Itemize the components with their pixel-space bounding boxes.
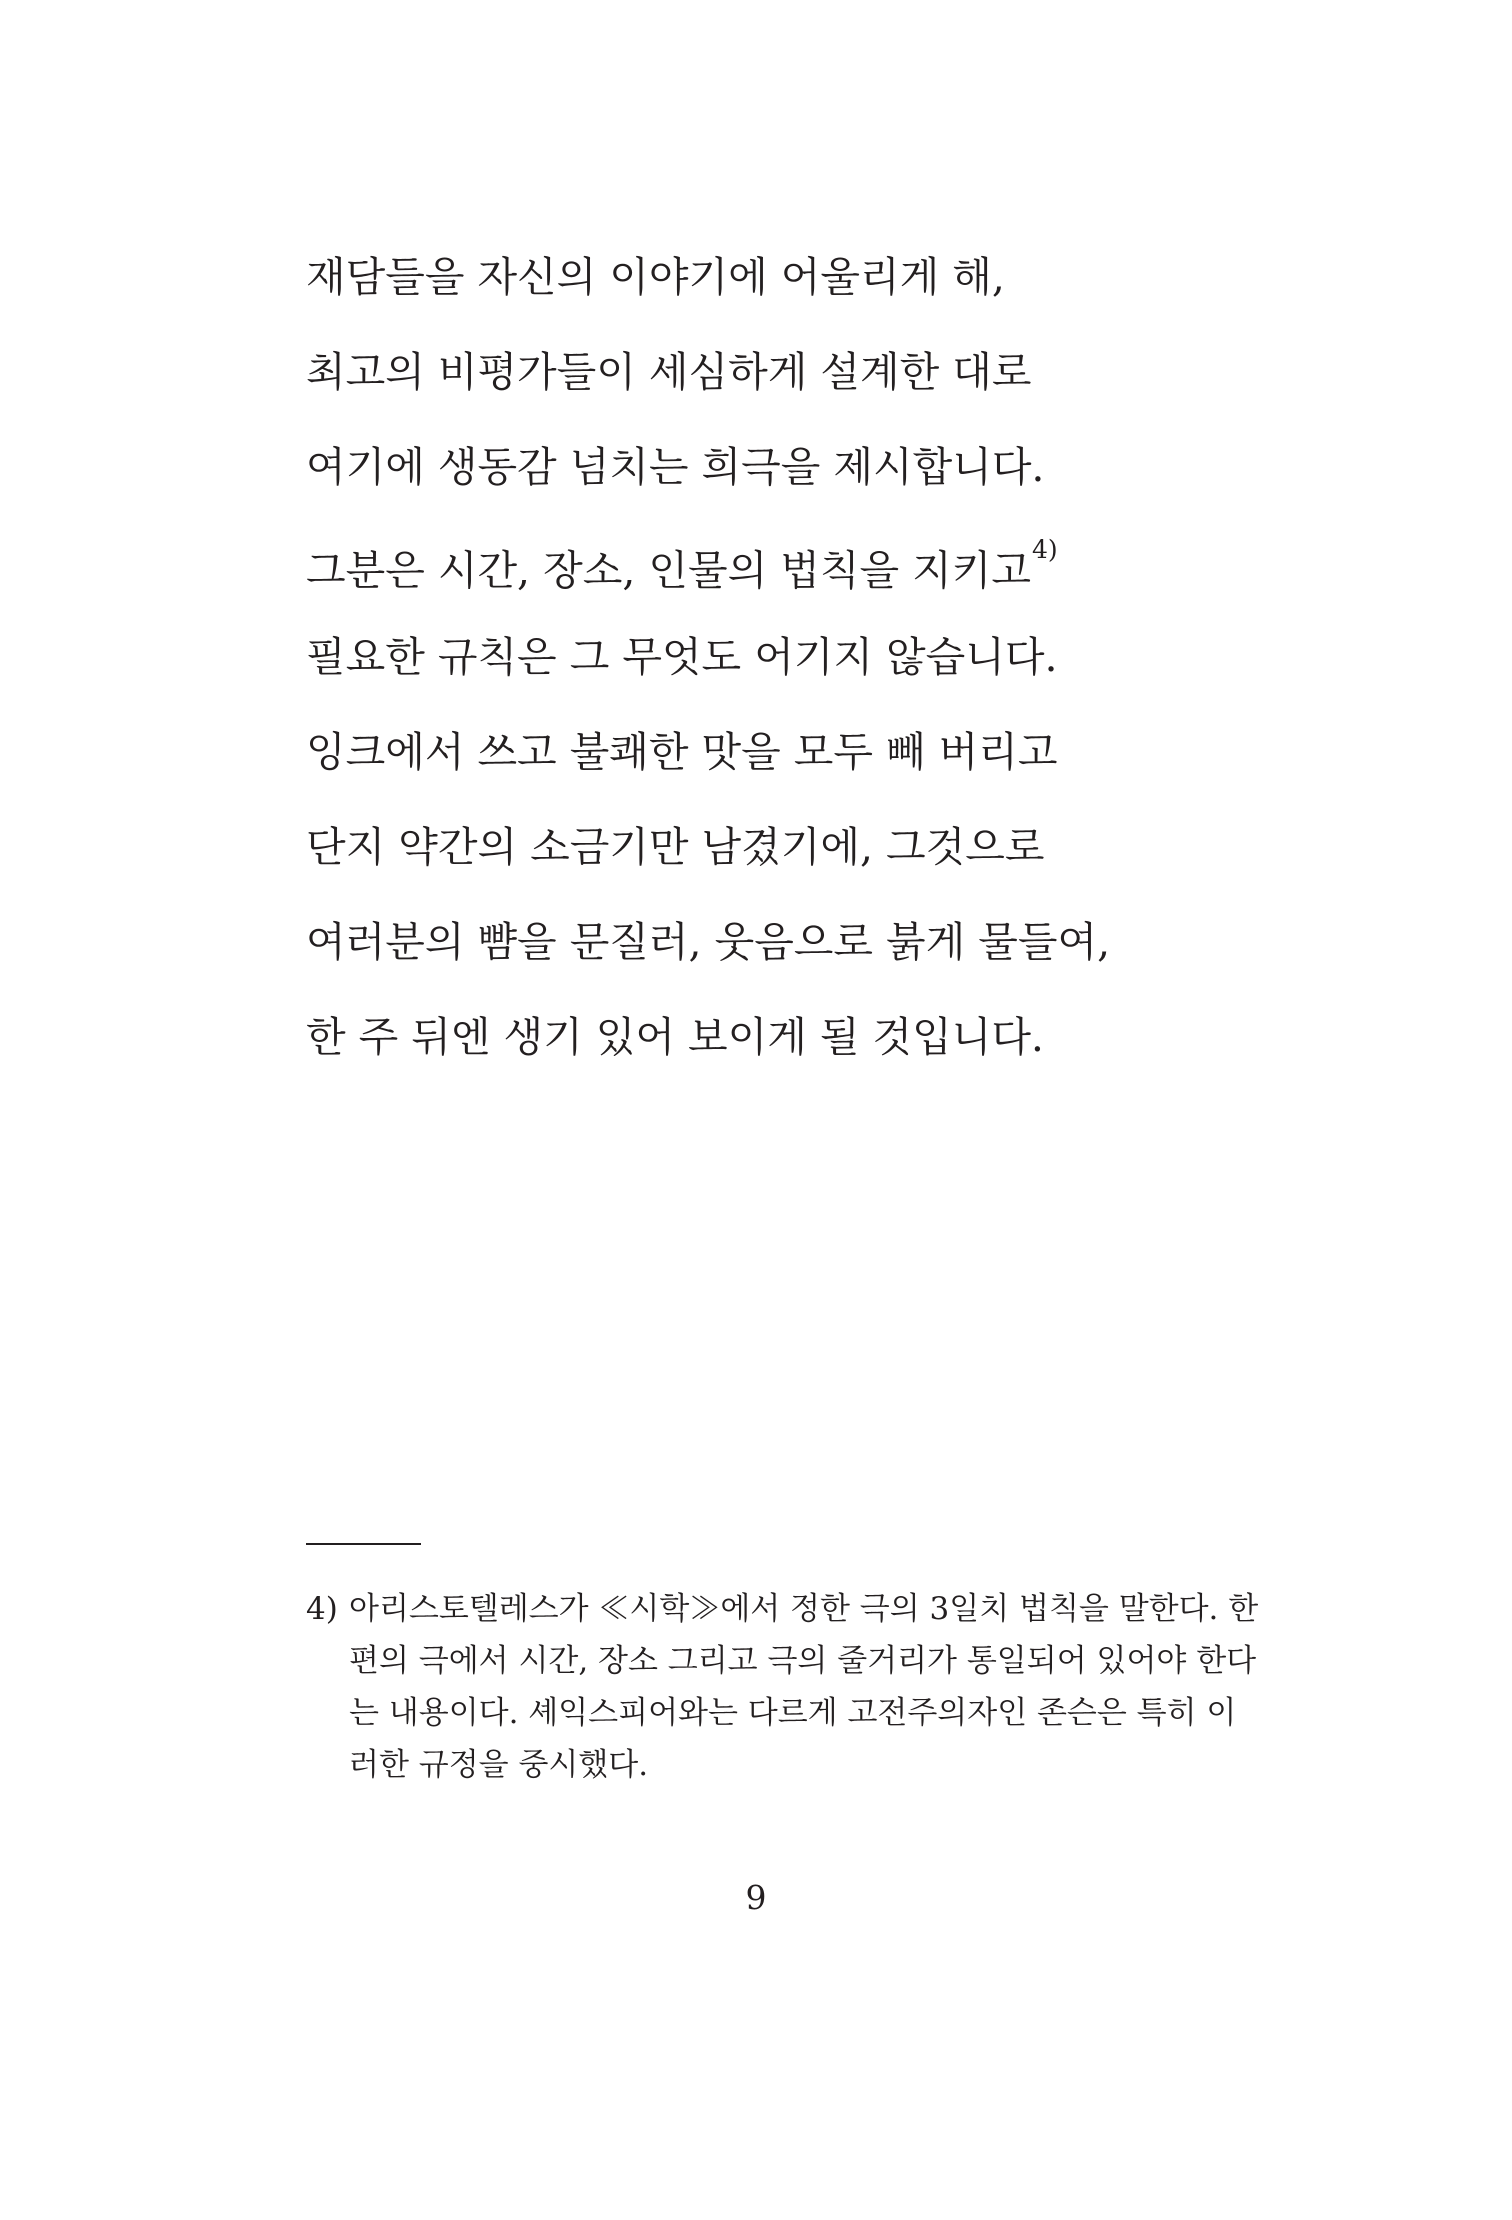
footnote-line: 는 내용이다. 셰익스피어와는 다르게 고전주의자인 존슨은 특히 이	[349, 1695, 1237, 1731]
poem-line: 여러분의 뺨을 문질러, 웃음으로 붉게 물들여,	[306, 918, 1111, 966]
footnote	[306, 1583, 1259, 1791]
footnote-line: 러한 규정을 중시했다.	[349, 1747, 649, 1783]
footnote-line: 편의 극에서 시간, 장소 그리고 극의 줄거리가 통일되어 있어야 한다	[349, 1643, 1257, 1679]
page-number: 9	[745, 1878, 767, 1917]
footnote-marker: 4)	[306, 1591, 338, 1627]
poem-line: 필요한 규칙은 그 무엇도 어기지 않습니다.	[306, 633, 1058, 681]
footnote-divider	[306, 1543, 421, 1545]
poem-block	[306, 243, 1306, 1098]
poem-line: 그분은 시간, 장소, 인물의 법칙을 지키고$^{4)}$	[306, 535, 1058, 595]
poem-line: 한 주 뒤엔 생기 있어 보이게 될 것입니다.	[306, 1013, 1044, 1061]
poem-line: 재담들을 자신의 이야기에 어울리게 해,	[306, 253, 1005, 301]
poem-line: 단지 약간의 소금기만 남겼기에, 그것으로	[306, 823, 1045, 871]
footnote-reference[interactable]: 4)	[1031, 535, 1058, 564]
poem-line: 최고의 비평가들이 세심하게 설계한 대로	[306, 348, 1032, 396]
poem-line: 여기에 생동감 넘치는 희극을 제시합니다.	[306, 443, 1045, 491]
poem-line: 잉크에서 쓰고 불쾌한 맛을 모두 빼 버리고	[306, 728, 1058, 776]
footnote-line: 아리스토텔레스가 ≪시학≫에서 정한 극의 3일치 법칙을 말한다. 한	[349, 1591, 1259, 1627]
